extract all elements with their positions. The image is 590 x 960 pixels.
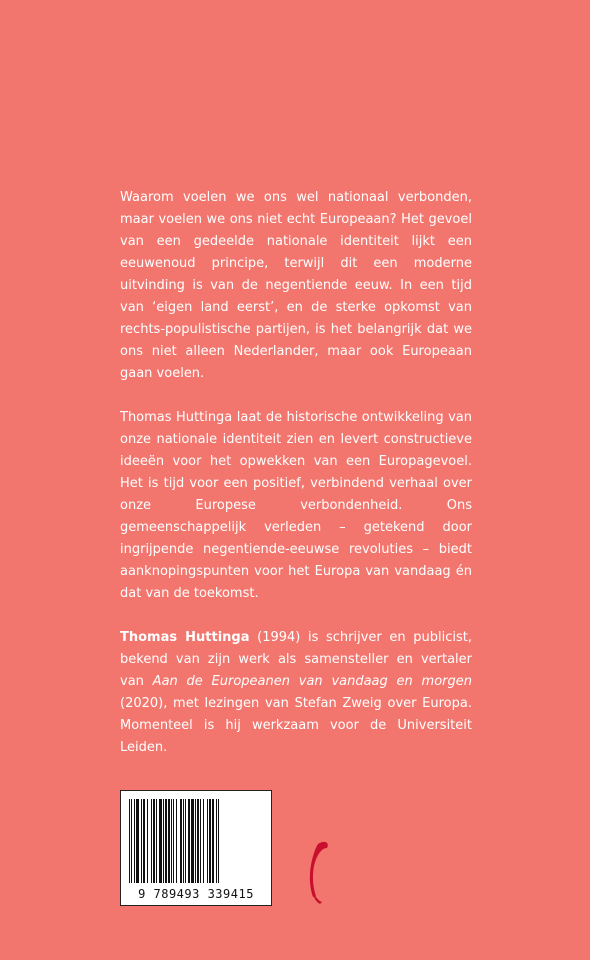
barcode-bar	[207, 799, 208, 883]
barcode-bar	[216, 799, 217, 883]
author-bio-text-1: (1994) is schrijver en publicist, bekend van zijn werk als samensteller en vertaler van	[120, 630, 472, 689]
barcode-bar	[156, 799, 157, 883]
barcode-bar	[209, 799, 211, 883]
barcode-bar	[171, 799, 172, 883]
barcode-bar	[173, 799, 174, 883]
barcode-bar	[200, 799, 201, 883]
barcode-bar	[131, 799, 132, 883]
barcode-bar	[176, 799, 177, 883]
barcode-bar	[165, 799, 167, 883]
back-cover-blurb	[120, 187, 472, 781]
barcode-bar	[153, 799, 155, 883]
barcode-bar	[136, 799, 139, 883]
barcode-bar	[151, 799, 152, 883]
barcode-bar	[195, 799, 196, 883]
barcode-bar	[197, 799, 199, 883]
barcode-bar	[188, 799, 190, 883]
barcode-bar	[134, 799, 135, 883]
barcode-bar	[163, 799, 164, 883]
barcode-bar	[183, 799, 184, 883]
barcode-bar	[159, 799, 162, 883]
author-name: Thomas Huttinga	[120, 630, 250, 645]
barcode-bar	[129, 799, 130, 883]
isbn-barcode	[120, 790, 272, 906]
barcode-bar	[147, 799, 148, 883]
barcode-bar	[185, 799, 186, 883]
book-title: Aan de Europeanen van vandaag en morgen	[152, 674, 472, 689]
barcode-bar	[218, 799, 219, 883]
barcode-bar	[141, 799, 142, 883]
barcode-bar	[203, 799, 204, 883]
isbn-number: 9 789493 339415	[138, 887, 254, 901]
barcode-bar	[143, 799, 145, 883]
barcode-bars	[121, 791, 271, 887]
author-bio	[120, 627, 472, 759]
barcode-bar	[180, 799, 182, 883]
blurb-paragraph-2: Thomas Huttinga laat de historische ontwikkeling van onze nationale identiteit zien en levert constructieve ideeën voor het opwekken van een Europagevoel. Het is tijd voor een positief, verbindend verhaal over onze Europese verbondenheid. Ons gemeenschappelijk verleden – getekend door ingrijpende negentiende-eeuwse revoluties – biedt aanknopingspunten voor het Europa van vandaag én dat van de toekomst.	[120, 410, 472, 601]
barcode-bar	[212, 799, 214, 883]
barcode-bar	[191, 799, 194, 883]
author-bio-text-2: (2020), met lezingen van Stefan Zweig over Europa. Momenteel is hij werkzaam voor de Universiteit Leiden.	[120, 696, 472, 755]
blurb-paragraph-1: Waarom voelen we ons wel nationaal verbonden, maar voelen we ons niet echt Europeaan? Het gevoel van een gedeelde nationale identiteit lijkt een eeuwenoud principe, terwijl dit een moderne uitvinding is van de negentiende eeuw. In een tijd van ‘eigen land eerst’, en de sterke opkomst van rechts-populistische partijen, is het belangrijk dat we ons niet alleen Nederlander, maar ook Europeaan gaan voelen.	[120, 190, 472, 381]
quill-pen-icon	[305, 838, 331, 906]
barcode-bar	[168, 799, 170, 883]
